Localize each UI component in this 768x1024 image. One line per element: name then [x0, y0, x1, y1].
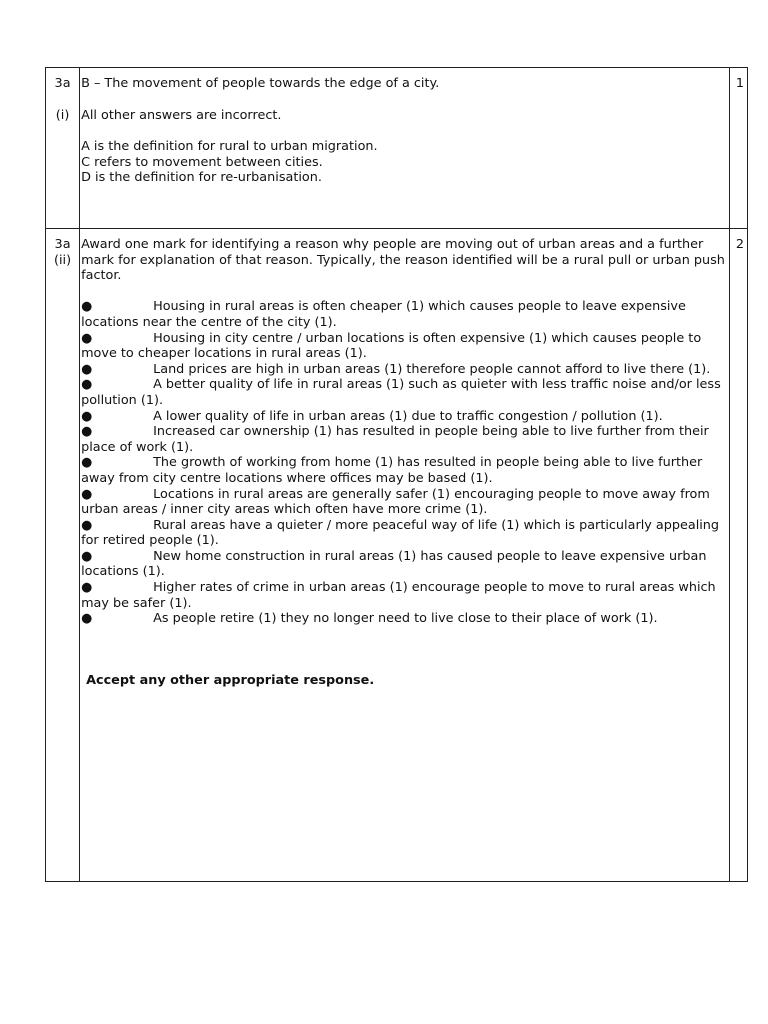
- marks-value: 2: [735, 237, 744, 252]
- bullet-icon: ●: [81, 330, 93, 346]
- list-item: [81, 362, 727, 378]
- bullet-text: Land prices are high in urban areas (1) therefore people cannot afford to live there (1).: [153, 361, 711, 377]
- list-item: [81, 455, 727, 486]
- bullet-text: Housing in rural areas is often cheaper (1) which causes people to leave expensive locations near the centre of the city (1).: [81, 299, 686, 330]
- other-answers-note: All other answers are incorrect.: [81, 107, 282, 123]
- distractor-explanations: [81, 139, 727, 186]
- bullet-text: Housing in city centre / urban locations is often expensive (1) which causes people to move to cheaper locations in rural areas (1).: [81, 330, 702, 362]
- marking-scheme-table: [45, 67, 748, 882]
- list-item: [81, 518, 727, 549]
- question-sub-part: (i): [55, 107, 70, 123]
- bullet-icon: ●: [81, 611, 93, 627]
- list-item: [81, 424, 727, 455]
- question-sub-part: (ii): [53, 252, 72, 268]
- bullet-icon: ●: [81, 361, 93, 377]
- question-number-cell: [46, 68, 80, 229]
- bullet-icon: ●: [81, 580, 93, 596]
- list-item: [81, 487, 727, 518]
- explanation-line: A is the definition for rural to urban migration.: [81, 139, 378, 155]
- marks-cell: [729, 68, 747, 229]
- list-item: [81, 549, 727, 580]
- list-item: [81, 299, 727, 330]
- list-item: [81, 580, 727, 611]
- bullet-icon: ●: [81, 455, 93, 471]
- marks-value: 1: [735, 76, 744, 91]
- bullet-icon: ●: [81, 486, 93, 502]
- bullet-icon: ●: [81, 424, 93, 440]
- bullet-icon: ●: [81, 548, 93, 564]
- list-item: [81, 611, 727, 627]
- bullet-text: A better quality of life in rural areas (1) such as quieter with less traffic noise and/or less pollution (1).: [81, 377, 721, 408]
- bullet-text: The growth of working from home (1) has resulted in people being able to live further away from city centre locations where offices may be based (1).: [81, 455, 703, 486]
- accept-other-note: Accept any other appropriate response.: [86, 672, 375, 688]
- table-row-3a-i: [46, 68, 748, 229]
- list-item: [81, 331, 727, 362]
- bullet-text: Increased car ownership (1) has resulted in people being able to live further from their place of work (1).: [81, 424, 709, 455]
- explanation-line: D is the definition for re-urbanisation.: [81, 170, 322, 186]
- bullet-text: Locations in rural areas are generally safer (1) encouraging people to move away from urban areas / inner city areas which often have more crime (1).: [81, 486, 710, 518]
- bullet-text: Rural areas have a quieter / more peaceful way of life (1) which is particularly appealing for retired people (1).: [81, 517, 720, 549]
- table-row-3a-ii: [46, 229, 748, 882]
- question-number: 3a: [54, 237, 71, 252]
- bullet-icon: ●: [81, 377, 93, 393]
- bullet-text: New home construction in rural areas (1) has caused people to leave expensive urban locations (1).: [81, 548, 707, 580]
- bullet-icon: ●: [81, 408, 93, 424]
- question-number: 3a: [54, 76, 71, 91]
- bullet-text: As people retire (1) they no longer need to live close to their place of work (1).: [153, 611, 658, 627]
- bullet-icon: ●: [81, 517, 93, 533]
- bullet-text: A lower quality of life in urban areas (1) due to traffic congestion / pollution (1).: [153, 408, 663, 424]
- list-item: [81, 409, 727, 425]
- answer-cell: [80, 68, 730, 229]
- list-item: [81, 377, 727, 408]
- bullet-text: Higher rates of crime in urban areas (1) encourage people to move to rural areas which may be safer (1).: [81, 580, 716, 611]
- answer-cell: [80, 229, 730, 882]
- bullet-icon: ●: [81, 299, 93, 315]
- marks-cell: [729, 229, 747, 882]
- marking-instructions: Award one mark for identifying a reason why people are moving out of urban areas and a further mark for explanation of that reason. Typically, the reason identified will be a rural pull or urban push factor.: [81, 237, 725, 284]
- question-number-cell: [46, 229, 80, 882]
- correct-answer: B – The movement of people towards the edge of a city.: [81, 76, 440, 91]
- explanation-line: C refers to movement between cities.: [81, 154, 323, 170]
